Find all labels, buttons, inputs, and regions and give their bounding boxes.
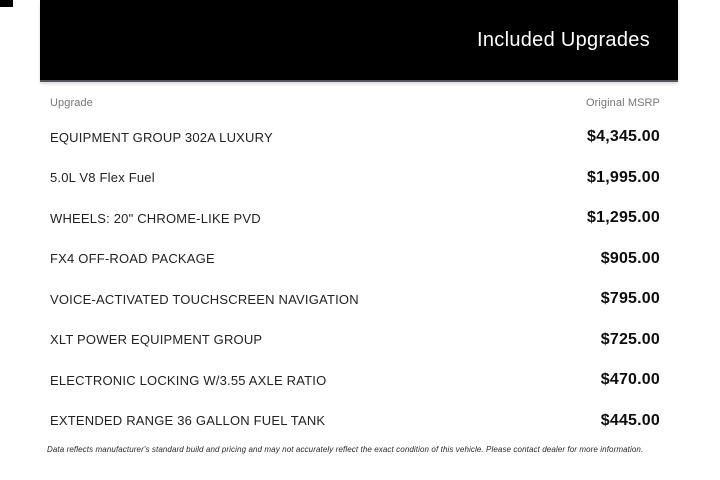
upgrade-name: VOICE-ACTIVATED TOUCHSCREEN NAVIGATION — [50, 291, 359, 307]
table-body — [50, 117, 660, 441]
upgrade-name: XLT POWER EQUIPMENT GROUP — [50, 332, 263, 348]
upgrade-price: $725.00 — [600, 330, 660, 348]
upgrade-name: EQUIPMENT GROUP 302A LUXURY — [50, 129, 273, 145]
table-row — [50, 158, 660, 199]
page-title: Included Upgrades — [477, 28, 650, 51]
upgrade-name: ELECTRONIC LOCKING W/3.55 AXLE RATIO — [50, 372, 327, 388]
upgrade-name: FX4 OFF-ROAD PACKAGE — [50, 251, 215, 267]
upgrade-price: $1,295.00 — [587, 209, 660, 227]
disclaimer-text: Data reflects manufacturer's standard build and pricing and may not accurately reflect the exact condition of this vehicle. Please contact dealer for more information. — [47, 445, 644, 454]
upgrade-price: $470.00 — [600, 371, 660, 389]
table-header-row — [50, 96, 660, 110]
column-header-msrp: Original MSRP — [585, 97, 660, 109]
table-row — [50, 401, 660, 442]
corner-artifact — [0, 0, 13, 7]
column-header-upgrade: Upgrade — [50, 97, 93, 109]
table-row — [50, 239, 660, 280]
upgrade-price: $445.00 — [600, 411, 660, 429]
upgrade-price: $795.00 — [600, 290, 660, 308]
upgrade-name: 5.0L V8 Flex Fuel — [50, 170, 155, 186]
upgrade-name: WHEELS: 20" CHROME-LIKE PVD — [50, 210, 261, 226]
table-row — [50, 360, 660, 401]
upgrades-table — [50, 96, 660, 441]
upgrade-price: $4,345.00 — [587, 128, 660, 146]
table-row — [50, 117, 660, 158]
upgrade-price: $905.00 — [600, 249, 660, 267]
table-row — [50, 320, 660, 361]
upgrade-price: $1,995.00 — [587, 168, 660, 186]
table-row — [50, 198, 660, 239]
upgrade-name: EXTENDED RANGE 36 GALLON FUEL TANK — [50, 413, 326, 429]
table-row — [50, 279, 660, 320]
header-banner — [40, 0, 678, 82]
